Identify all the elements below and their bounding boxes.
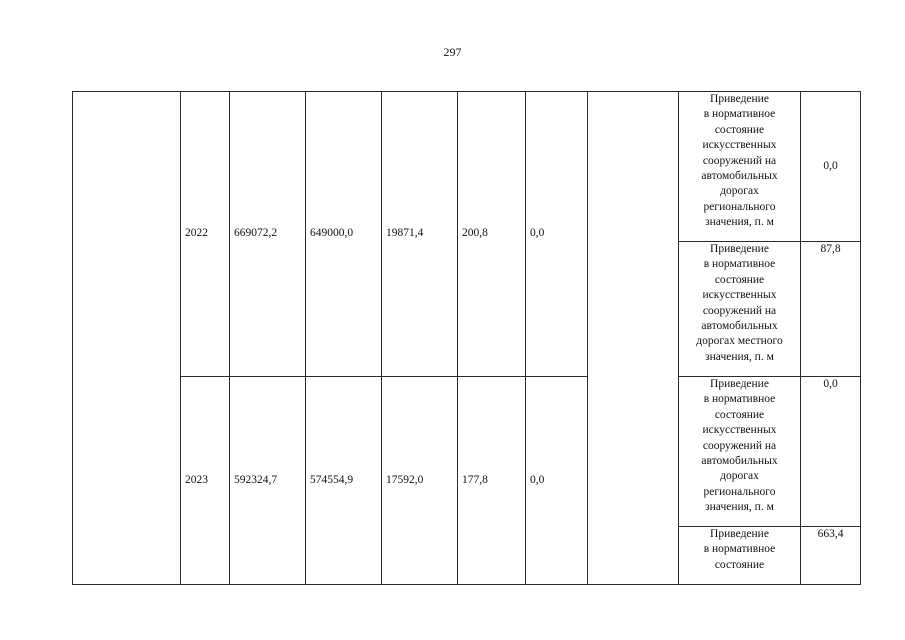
regional-budget-cell: 19871,4 — [382, 92, 458, 377]
extra-budget-cell: 0,0 — [526, 377, 588, 585]
indicator-name-text: Приведение в нормативное состояние искусственных сооружений на автомобильных дорогах регионального значения, п. м — [701, 378, 778, 514]
indicator-value-cell: 87,8 — [801, 242, 861, 377]
extra-budget-cell: 0,0 — [526, 92, 588, 377]
regional-budget-cell: 17592,0 — [382, 377, 458, 585]
indicator-value-cell: 0,0 — [801, 377, 861, 527]
indicator-name-cell — [679, 242, 801, 377]
total-funding-cell: 592324,7 — [230, 377, 306, 585]
federal-budget-cell: 649000,0 — [306, 92, 382, 377]
year-cell: 2023 — [181, 377, 230, 585]
indicator-name-cell — [679, 377, 801, 527]
indicator-name-cell — [679, 527, 801, 585]
program-name-cell — [73, 92, 181, 585]
table-row — [73, 92, 861, 242]
local-budget-cell: 200,8 — [458, 92, 526, 377]
page-number: 297 — [443, 45, 462, 59]
budget-table — [72, 91, 861, 585]
indicator-value-cell: 663,4 — [801, 527, 861, 585]
indicator-name-text: Приведение в нормативное состояние искусственных сооружений на автомобильных дорогах местного значения, п. м — [696, 243, 783, 363]
federal-budget-cell: 574554,9 — [306, 377, 382, 585]
table-row — [73, 377, 861, 527]
executor-cell — [588, 92, 679, 585]
total-funding-cell: 669072,2 — [230, 92, 306, 377]
indicator-name-cell — [679, 92, 801, 242]
indicator-value-cell: 0,0 — [801, 92, 861, 242]
indicator-name-text: Приведение в нормативное состояние — [703, 528, 776, 571]
indicator-name-text: Приведение в нормативное состояние искусственных сооружений на автомобильных дорогах регионального значения, п. м — [701, 93, 778, 229]
local-budget-cell: 177,8 — [458, 377, 526, 585]
year-cell: 2022 — [181, 92, 230, 377]
